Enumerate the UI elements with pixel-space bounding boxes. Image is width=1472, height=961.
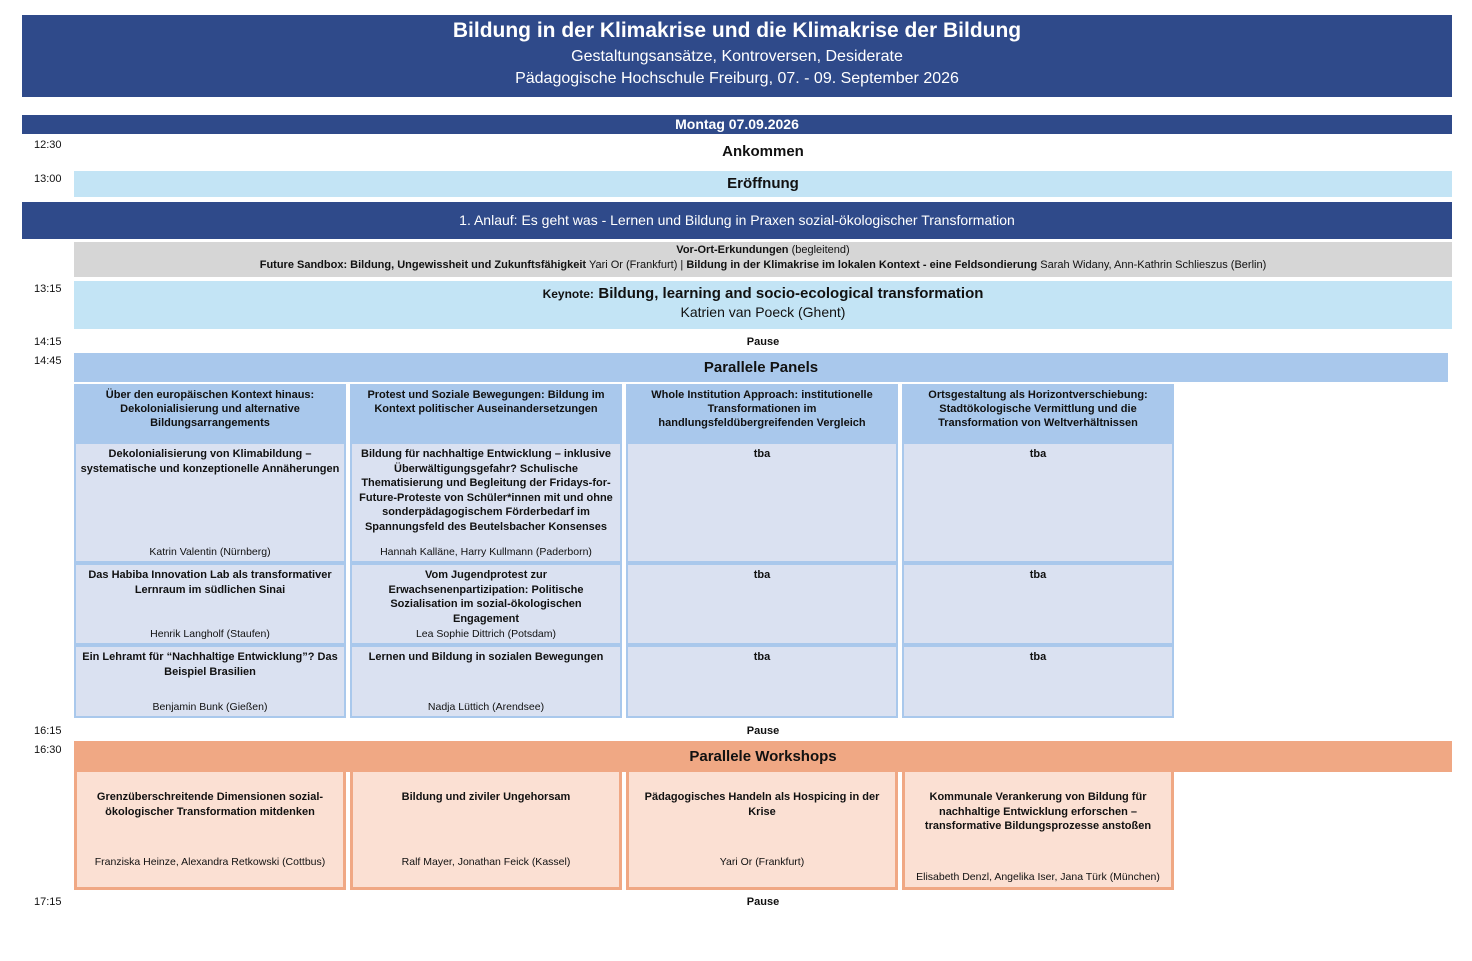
panel-talk bbox=[350, 645, 622, 718]
workshop-title: Grenzüberschreitende Dimensionen sozial-ökologischer Transformation mitdenken bbox=[96, 791, 324, 818]
talk-title: Vom Jugendprotest zur Erwachsenenpartizipation: Politische Sozialisation im sozial-ökologischen Engagement bbox=[388, 569, 584, 625]
conference-venue: Pädagogische Hochschule Freiburg, 07. - 09. September 2026 bbox=[515, 70, 959, 87]
talk-title: tba bbox=[1029, 448, 1047, 460]
time-label: 13:00 bbox=[34, 173, 62, 185]
workshop-author: Ralf Mayer, Jonathan Feick (Kassel) bbox=[401, 855, 571, 868]
workshop-item bbox=[626, 772, 898, 890]
panel-column bbox=[350, 384, 622, 446]
vorort-items: Future Sandbox: Bildung, Ungewissheit und Zukunftsfähigkeit Yari Or (Frankfurt) | Bildung in der Klimakrise im lokalen Kontext - eine Feldsondierung Sarah Widany, Ann-Kathrin Schlieszus (Berlin) bbox=[259, 259, 1267, 271]
panel-title: Ortsgestaltung als Horizontverschiebung: Stadtökologische Vermittlung und die Transformation von Weltverhältnissen bbox=[902, 384, 1174, 446]
panels-heading: Parallele Panels bbox=[74, 353, 1448, 382]
panel-talk bbox=[902, 563, 1174, 645]
pause-slot: Pause bbox=[746, 336, 780, 348]
panel-column bbox=[902, 384, 1174, 446]
time-label: 14:15 bbox=[34, 336, 62, 348]
conference-header bbox=[22, 15, 1452, 97]
panel-title: Whole Institution Approach: institutionelle Transformationen im handlungsfeldübergreifenden Vergleich bbox=[626, 384, 898, 446]
panel-talk bbox=[74, 645, 346, 718]
workshop-item bbox=[902, 772, 1174, 890]
talk-title: Das Habiba Innovation Lab als transformativer Lernraum im südlichen Sinai bbox=[88, 569, 332, 596]
panel-title: Protest und Soziale Bewegungen: Bildung im Kontext politischer Auseinandersetzungen bbox=[350, 384, 622, 446]
pause-slot: Pause bbox=[746, 896, 780, 908]
workshop-title: Bildung und ziviler Ungehorsam bbox=[401, 791, 571, 803]
talk-title: Bildung für nachhaltige Entwicklung – inklusive Überwältigungsgefahr? Schulische Thematisierung und Begleitung der Fridays-for-Future-Proteste von Schüler*innen mit und ohne sonderpädagogischem Förderbedarf im Spannungsfeld des Beutelsbacher Konsenses bbox=[359, 448, 613, 533]
workshop-author: Elisabeth Denzl, Angelika Iser, Jana Türk (München) bbox=[916, 870, 1160, 883]
panel-column bbox=[626, 384, 898, 446]
talk-title: Dekolonialisierung von Klimabildung – systematische und konzeptionelle Annäherungen bbox=[80, 448, 340, 475]
workshop-author: Yari Or (Frankfurt) bbox=[719, 855, 805, 868]
ankommen-slot: Ankommen bbox=[722, 143, 804, 160]
keynote-title: Bildung, learning and socio-ecological transformation bbox=[598, 285, 984, 302]
time-label: 16:15 bbox=[34, 725, 62, 737]
time-label: 14:45 bbox=[34, 355, 62, 367]
conference-title: Bildung in der Klimakrise und die Klimakrise der Bildung bbox=[452, 19, 1022, 42]
workshops-heading: Parallele Workshops bbox=[74, 741, 1452, 772]
day-heading: Montag 07.09.2026 bbox=[22, 115, 1452, 134]
workshop-item bbox=[74, 772, 346, 890]
panel-talk bbox=[902, 442, 1174, 563]
vorort-heading: Vor-Ort-Erkundungen (begleitend) bbox=[676, 244, 850, 256]
talk-title: tba bbox=[753, 651, 771, 663]
pause-slot: Pause bbox=[746, 725, 780, 737]
talk-title: tba bbox=[753, 448, 771, 460]
time-label: 17:15 bbox=[34, 896, 62, 908]
talk-author: Henrik Langholf (Staufen) bbox=[150, 627, 270, 640]
talk-title: Ein Lehramt für “Nachhaltige Entwicklung”? Das Beispiel Brasilien bbox=[82, 651, 338, 678]
talk-title: Lernen und Bildung in sozialen Bewegungen bbox=[368, 651, 604, 663]
workshop-title: Pädagogisches Handeln als Hospicing in der Krise bbox=[644, 791, 880, 818]
vor-ort-erkundungen bbox=[74, 242, 1452, 277]
panel-talk bbox=[626, 645, 898, 718]
talk-author: Benjamin Bunk (Gießen) bbox=[152, 700, 268, 713]
talk-title: tba bbox=[1029, 569, 1047, 581]
keynote-slot bbox=[74, 281, 1452, 329]
talk-author: Hannah Kalläne, Harry Kullmann (Paderborn) bbox=[380, 545, 592, 558]
talk-author: Lea Sophie Dittrich (Potsdam) bbox=[415, 627, 557, 640]
eroeffnung-slot: Eröffnung bbox=[74, 171, 1452, 197]
time-label: 13:15 bbox=[34, 283, 62, 295]
panel-talk bbox=[626, 442, 898, 563]
workshop-title: Kommunale Verankerung von Bildung für nachhaltige Entwicklung erforschen – transformative Bildungsprozesse anstoßen bbox=[924, 791, 1152, 832]
talk-title: tba bbox=[753, 569, 771, 581]
talk-title: tba bbox=[1029, 651, 1047, 663]
panel-talk bbox=[902, 645, 1174, 718]
panel-talk bbox=[350, 563, 622, 645]
time-label: 12:30 bbox=[34, 139, 62, 151]
panel-talk bbox=[74, 442, 346, 563]
time-label: 16:30 bbox=[34, 744, 62, 756]
conference-subtitle: Gestaltungsansätze, Kontroversen, Desiderate bbox=[571, 48, 903, 65]
panel-column bbox=[74, 384, 346, 446]
anlauf-band: 1. Anlauf: Es geht was - Lernen und Bildung in Praxen sozial-ökologischer Transformation bbox=[22, 202, 1452, 239]
panel-talk bbox=[626, 563, 898, 645]
workshop-author: Franziska Heinze, Alexandra Retkowski (Cottbus) bbox=[94, 855, 326, 868]
workshop-item bbox=[350, 772, 622, 890]
panel-title: Über den europäischen Kontext hinaus: Dekolonialisierung und alternative Bildungsarrangements bbox=[74, 384, 346, 446]
keynote-speaker: Katrien van Poeck (Ghent) bbox=[680, 304, 846, 320]
panel-talk bbox=[350, 442, 622, 563]
panel-talk bbox=[74, 563, 346, 645]
talk-author: Katrin Valentin (Nürnberg) bbox=[149, 545, 271, 558]
keynote-label: Keynote: bbox=[542, 287, 594, 301]
talk-author: Nadja Lüttich (Arendsee) bbox=[427, 700, 545, 713]
